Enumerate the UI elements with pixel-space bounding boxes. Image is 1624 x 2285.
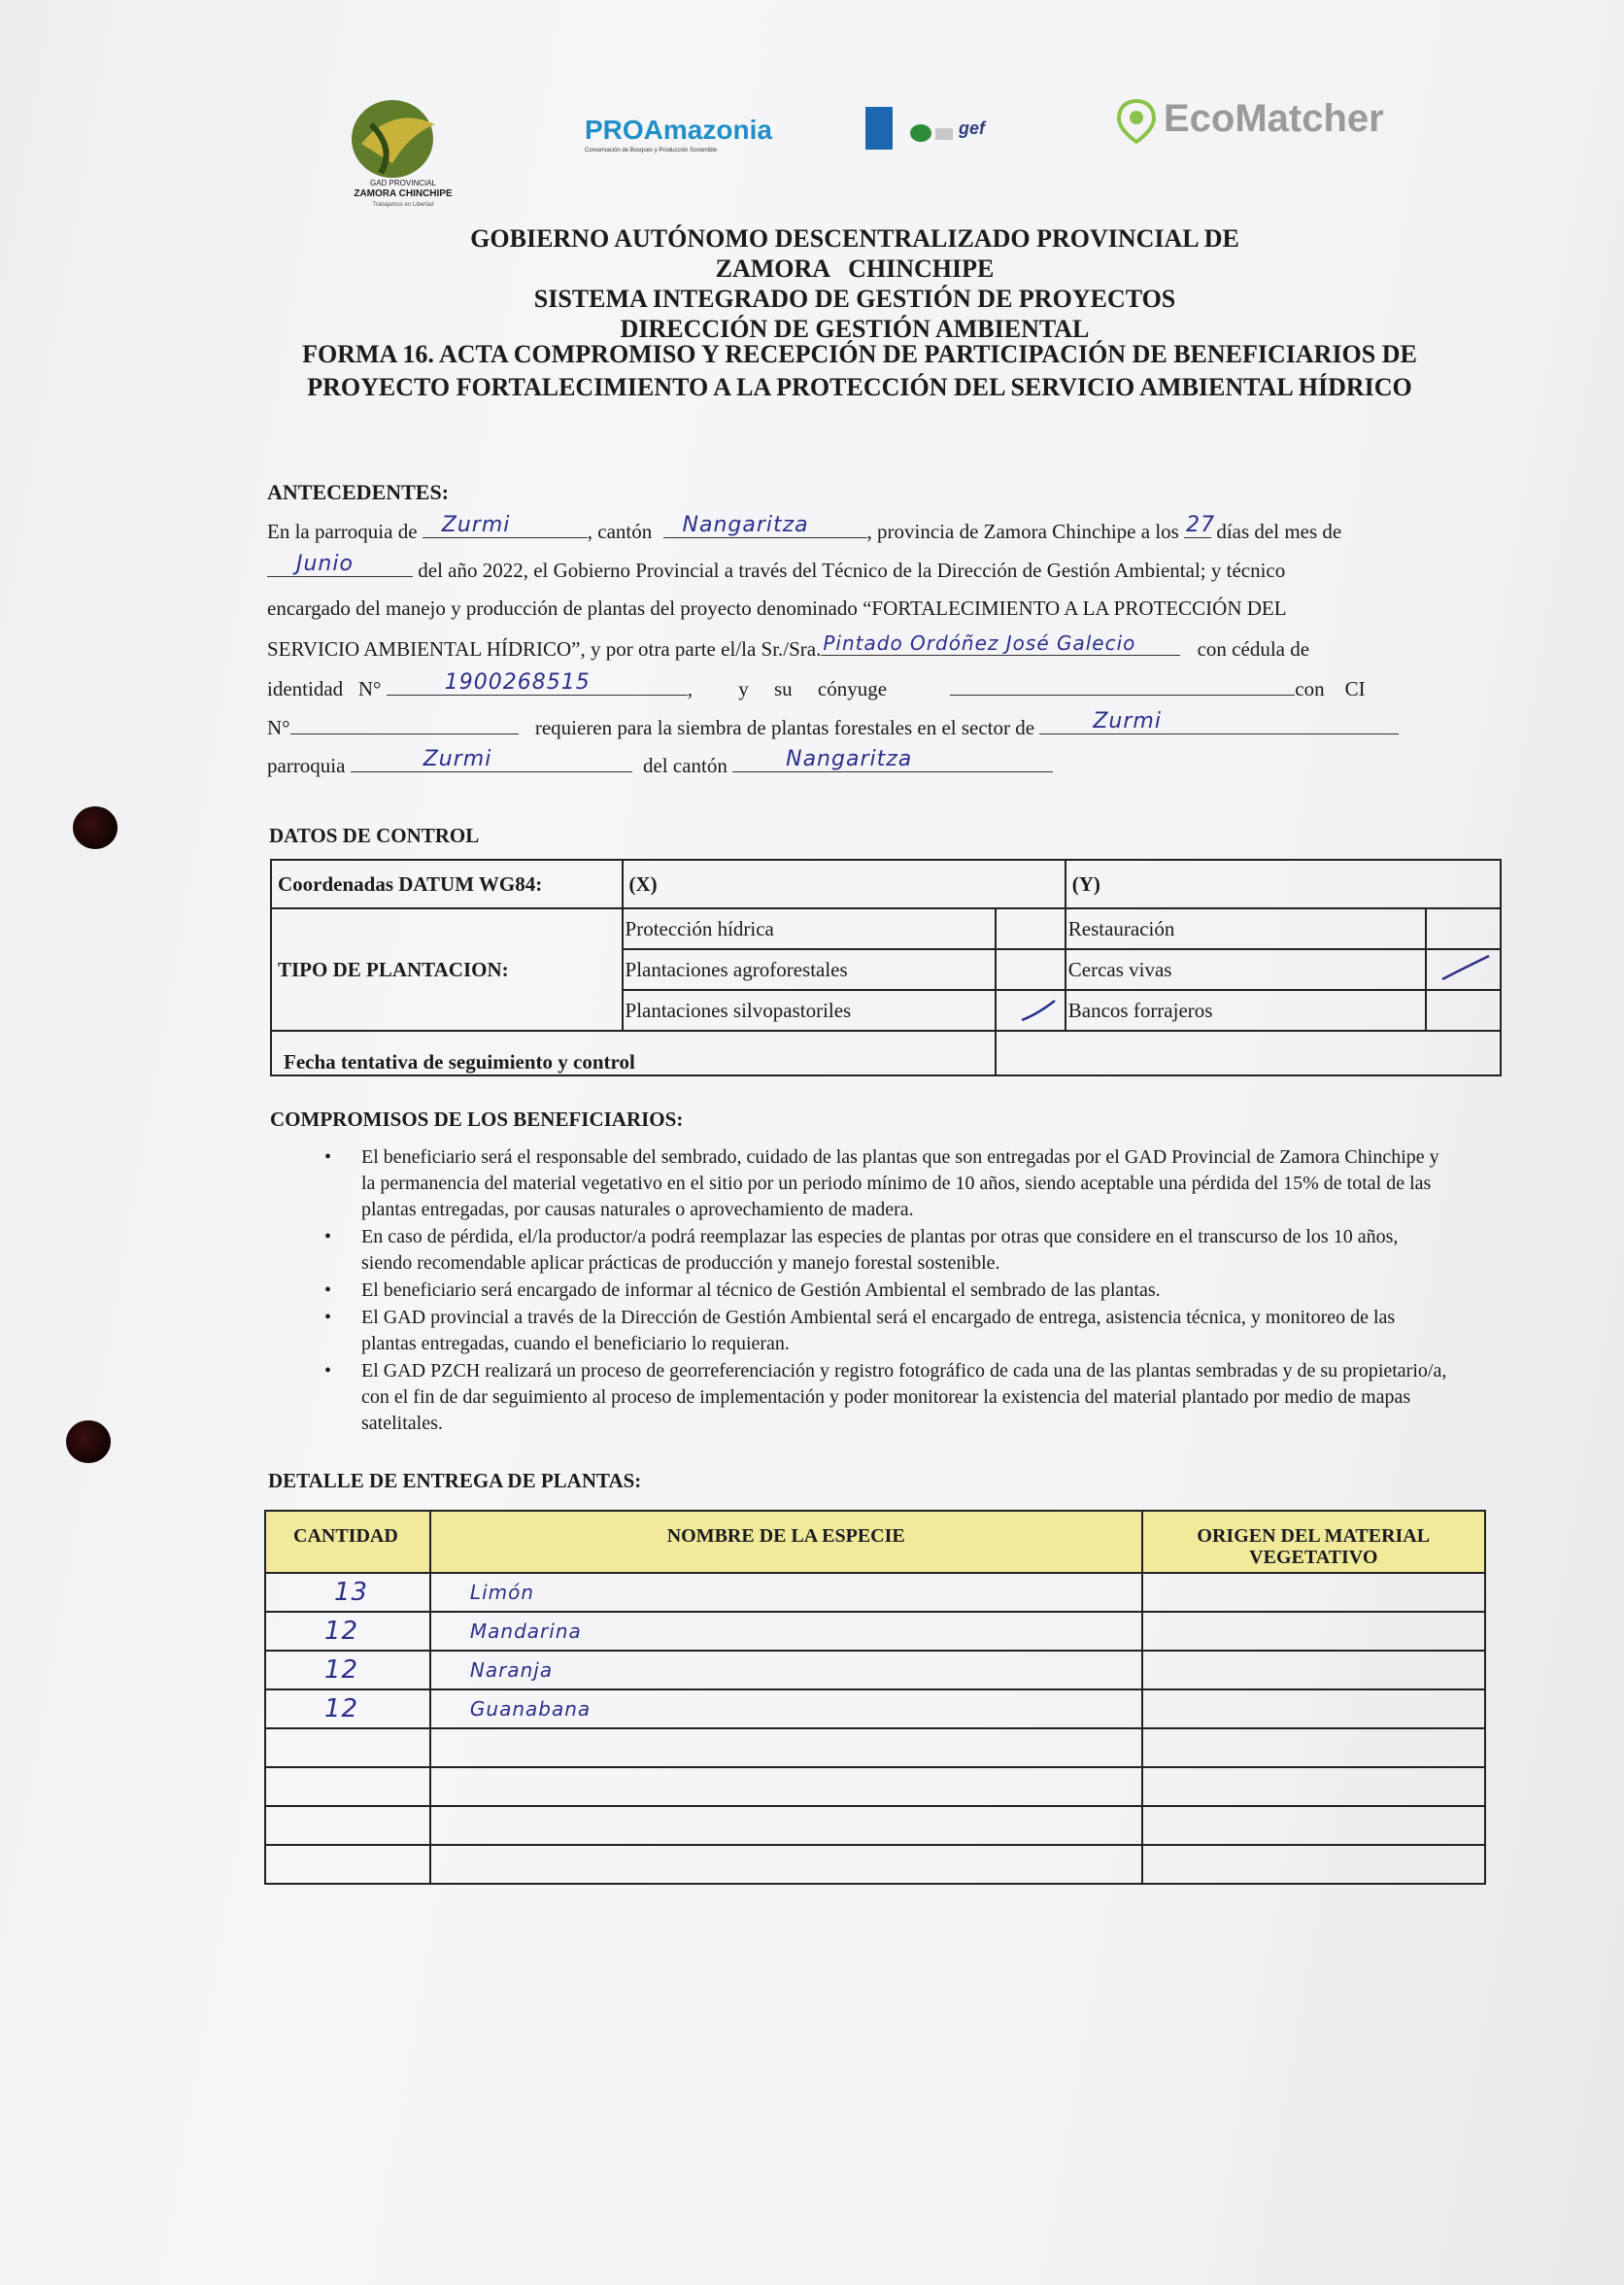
text-canton-label: , cantón: [587, 520, 653, 543]
beneficiario-value: Pintado Ordóñez José Galecio: [823, 631, 1136, 655]
header-line-2: ZAMORA CHINCHIPE: [715, 255, 995, 283]
parroquia2-field[interactable]: [351, 747, 632, 772]
cantidad-cell[interactable]: [265, 1806, 430, 1845]
parroquia-value: Zurmi: [441, 513, 511, 537]
canton-value: Nangaritza: [682, 513, 809, 537]
ecomatcher-pin-icon: [1117, 99, 1156, 144]
text-parroquia-label: En la parroquia de: [267, 520, 418, 543]
ministry-logo-icon: [910, 124, 931, 142]
compromisos-list: [361, 1144, 1449, 1438]
checkbox-proteccion-hidrica[interactable]: [996, 908, 1066, 949]
dia-value: 27: [1186, 513, 1216, 537]
antecedentes-line-5: [267, 670, 1366, 701]
table-row: [265, 1845, 1485, 1884]
table-row: [265, 1689, 1485, 1728]
checkbox-restauracion[interactable]: [1426, 908, 1501, 949]
text-identidad: identidad N°: [267, 677, 382, 700]
undp-logo-icon: [865, 107, 893, 150]
compromiso-item: • El GAD provincial a través de la Dirección de Gestión Ambiental será el encargado de entrega, asistencia técnica, y monitoreo de las plantas entregadas, cuando el beneficiario lo requieran.: [361, 1305, 1449, 1357]
proamazonia-logo: [585, 115, 828, 173]
compromisos-heading: COMPROMISOS DE LOS BENEFICIARIOS:: [270, 1108, 684, 1131]
cedula-field[interactable]: [387, 670, 688, 696]
antecedentes-line-1: [267, 513, 1342, 544]
ecomatcher-wordmark: EcoMatcher: [1164, 97, 1384, 140]
tipo-row-1: [271, 908, 1501, 949]
parroquia2-value: Zurmi: [423, 747, 492, 771]
text-parroquia2: parroquia: [267, 754, 346, 777]
antecedentes-line-3: [267, 597, 1287, 621]
antecedentes-line-7: [267, 747, 1053, 778]
table-row: [265, 1767, 1485, 1806]
table-row: [265, 1806, 1485, 1845]
gad-logo-top: GAD PROVINCIAL: [369, 179, 436, 188]
text-cedula: con cédula de: [1197, 637, 1310, 661]
fecha-row: [271, 1031, 1501, 1075]
origen-cell[interactable]: [1142, 1689, 1485, 1728]
origen-cell[interactable]: [1142, 1573, 1485, 1612]
sector-field[interactable]: [1039, 709, 1399, 734]
header-line-4: DIRECCIÓN DE GESTIÓN AMBIENTAL: [620, 315, 1090, 343]
especie-cell[interactable]: [430, 1767, 1142, 1806]
col-especie: NOMBRE DE LA ESPECIE: [430, 1511, 1142, 1573]
compromiso-item: • El beneficiario será encargado de informar al técnico de Gestión Ambiental el sembrado de las plantas.: [361, 1278, 1449, 1304]
especie-cell[interactable]: Guanabana: [430, 1689, 1142, 1728]
origen-cell[interactable]: [1142, 1806, 1485, 1845]
ecomatcher-logo: [1117, 97, 1457, 155]
origen-cell[interactable]: [1142, 1767, 1485, 1806]
antecedentes-line-4: [267, 631, 1310, 662]
option-bancos-forrajeros: Bancos forrajeros: [1066, 990, 1426, 1031]
origen-cell[interactable]: [1142, 1651, 1485, 1689]
cantidad-cell[interactable]: 12: [265, 1612, 430, 1651]
origen-cell[interactable]: [1142, 1845, 1485, 1884]
cantidad-cell[interactable]: 13: [265, 1573, 430, 1612]
checkbox-bancos-forrajeros[interactable]: [1426, 990, 1501, 1031]
origen-cell[interactable]: [1142, 1728, 1485, 1767]
plants-header-row: [265, 1511, 1485, 1573]
control-heading: DATOS DE CONTROL: [269, 824, 480, 847]
dia-field[interactable]: [1184, 513, 1216, 538]
cedula-value: 1900268515: [444, 670, 591, 695]
option-restauracion: Restauración: [1066, 908, 1426, 949]
form-title-line-2: PROYECTO FORTALECIMIENTO A LA PROTECCIÓN DEL SERVICIO AMBIENTAL HÍDRICO: [307, 373, 1412, 401]
table-row: [265, 1651, 1485, 1689]
gad-logo-name: ZAMORA CHINCHIPE: [354, 188, 453, 199]
header-line-3: SISTEMA INTEGRADO DE GESTIÓN DE PROYECTOS: [533, 285, 1176, 313]
checkmark-icon: [1018, 995, 1076, 1028]
conyuge-field[interactable]: [950, 695, 1295, 696]
especie-cell[interactable]: Mandarina: [430, 1612, 1142, 1651]
table-row: [265, 1728, 1485, 1767]
text-servicio: SERVICIO AMBIENTAL HÍDRICO”, y por otra parte el/la Sr./Sra.: [267, 637, 822, 661]
checkbox-cercas-vivas[interactable]: [1426, 949, 1501, 990]
origen-cell[interactable]: [1142, 1612, 1485, 1651]
text-anio: del año 2022, el Gobierno Provincial a través del Técnico de la Dirección de Gestión Ambiental; y técnico: [418, 559, 1286, 582]
table-row: [265, 1612, 1485, 1651]
beneficiario-field[interactable]: [821, 631, 1180, 656]
coordinates-row: [271, 860, 1501, 908]
sector-value: Zurmi: [1093, 709, 1162, 733]
checkbox-agroforestales[interactable]: [996, 949, 1066, 990]
antecedentes-heading: ANTECEDENTES:: [267, 480, 450, 504]
text-con-ci: con CI: [1295, 677, 1366, 700]
fecha-label: Fecha tentativa de seguimiento y control: [271, 1031, 996, 1075]
gad-zamora-logo: [330, 95, 476, 212]
text-dias-mes: días del mes de: [1216, 520, 1342, 543]
gef-logo: gef: [959, 119, 985, 138]
text-del-canton: del cantón: [642, 754, 727, 777]
canton2-value: Nangaritza: [786, 747, 913, 771]
especie-cell[interactable]: Limón: [430, 1573, 1142, 1612]
text-conyuge: , y su cónyuge: [687, 677, 888, 700]
coord-label: Coordenadas DATUM WG84:: [271, 860, 623, 908]
form-title: [272, 338, 1447, 404]
especie-cell[interactable]: [430, 1728, 1142, 1767]
option-silvopastoriles: Plantaciones silvopastoriles: [623, 990, 996, 1031]
cantidad-cell[interactable]: [265, 1767, 430, 1806]
especie-cell[interactable]: [430, 1845, 1142, 1884]
text-numero: N°: [267, 716, 290, 739]
mes-field[interactable]: [267, 552, 413, 577]
compromiso-item: • En caso de pérdida, el/la productor/a podrá reemplazar las especies de plantas por otras que considere en el transcurso de los 10 años, siendo recomendable aplicar prácticas de producción y manejo forestal sostenible.: [361, 1224, 1449, 1277]
col-cantidad: CANTIDAD: [265, 1511, 430, 1573]
proamazonia-wordmark: PROAmazonia: [585, 115, 772, 145]
canton2-field[interactable]: [732, 747, 1053, 772]
text-requieren: requieren para la siembra de plantas forestales en el sector de: [534, 716, 1035, 739]
cantidad-cell[interactable]: 12: [265, 1689, 430, 1728]
conyuge-ci-field[interactable]: [290, 733, 519, 734]
entrega-heading: DETALLE DE ENTREGA DE PLANTAS:: [268, 1469, 642, 1492]
gad-emblem-icon: [342, 95, 449, 183]
control-table: [270, 859, 1502, 1076]
ministry-logo-icon-2: [935, 128, 953, 140]
option-proteccion-hidrica: Protección hídrica: [623, 908, 996, 949]
header-line-1: GOBIERNO AUTÓNOMO DESCENTRALIZADO PROVINCIAL DE: [470, 224, 1239, 253]
especie-cell[interactable]: [430, 1806, 1142, 1845]
text-proyecto: encargado del manejo y producción de plantas del proyecto denominado “FORTALECIMIENTO A LA PROTECCIÓN DEL: [267, 597, 1287, 620]
document-header: [223, 223, 1486, 344]
parroquia-field[interactable]: [423, 513, 588, 538]
canton-field[interactable]: [663, 513, 867, 538]
punch-hole-top: [73, 806, 118, 849]
tipo-label: TIPO DE PLANTACION:: [271, 908, 623, 1031]
text-provincia: , provincia de Zamora Chinchipe a los: [866, 520, 1179, 543]
proamazonia-subtitle: Conservación de Bosques y Producción Sostenible: [585, 148, 718, 153]
partner-logos: [860, 107, 1005, 165]
cantidad-cell[interactable]: 12: [265, 1651, 430, 1689]
antecedentes-line-6: [267, 709, 1399, 740]
cantidad-cell[interactable]: [265, 1728, 430, 1767]
antecedentes-line-2: [267, 552, 1286, 583]
especie-cell[interactable]: Naranja: [430, 1651, 1142, 1689]
cantidad-cell[interactable]: [265, 1845, 430, 1884]
checkmark-icon: [1437, 952, 1495, 985]
form-title-line-1: FORMA 16. ACTA COMPROMISO Y RECEPCIÓN DE PARTICIPACIÓN DE BENEFICIARIOS DE: [302, 340, 1417, 368]
y-label: (Y): [1066, 860, 1501, 908]
punch-hole-bottom: [66, 1420, 111, 1463]
option-agroforestales: Plantaciones agroforestales: [623, 949, 996, 990]
compromiso-item: • El GAD PZCH realizará un proceso de georreferenciación y registro fotográfico de cada una de las plantas sembradas y de su propietario/a, con el fin de dar seguimiento al proceso de implementación y poder monitorear la existencia del material plantado por medio de mapas satelitales.: [361, 1358, 1449, 1437]
checkbox-silvopastoriles[interactable]: [996, 990, 1066, 1031]
plants-table: [264, 1510, 1486, 1885]
col-origen: ORIGEN DEL MATERIAL VEGETATIVO: [1142, 1511, 1485, 1573]
mes-value: Junio: [296, 552, 354, 576]
fecha-field[interactable]: [996, 1031, 1501, 1075]
option-cercas-vivas: Cercas vivas: [1066, 949, 1426, 990]
compromiso-item: • El beneficiario será el responsable del sembrado, cuidado de las plantas que son entregadas por el GAD Provincial de Zamora Chinchipe y la permanencia del material vegetativo en el sitio por un periodo mínimo de 10 años, siendo aceptable una pérdida del 15% de total de las plantas entregadas, por causas naturales o aprovechamiento de madera.: [361, 1144, 1449, 1223]
x-label: (X): [623, 860, 1066, 908]
table-row: [265, 1573, 1485, 1612]
gad-logo-tag: Trabajamos en Libertad: [372, 202, 434, 208]
